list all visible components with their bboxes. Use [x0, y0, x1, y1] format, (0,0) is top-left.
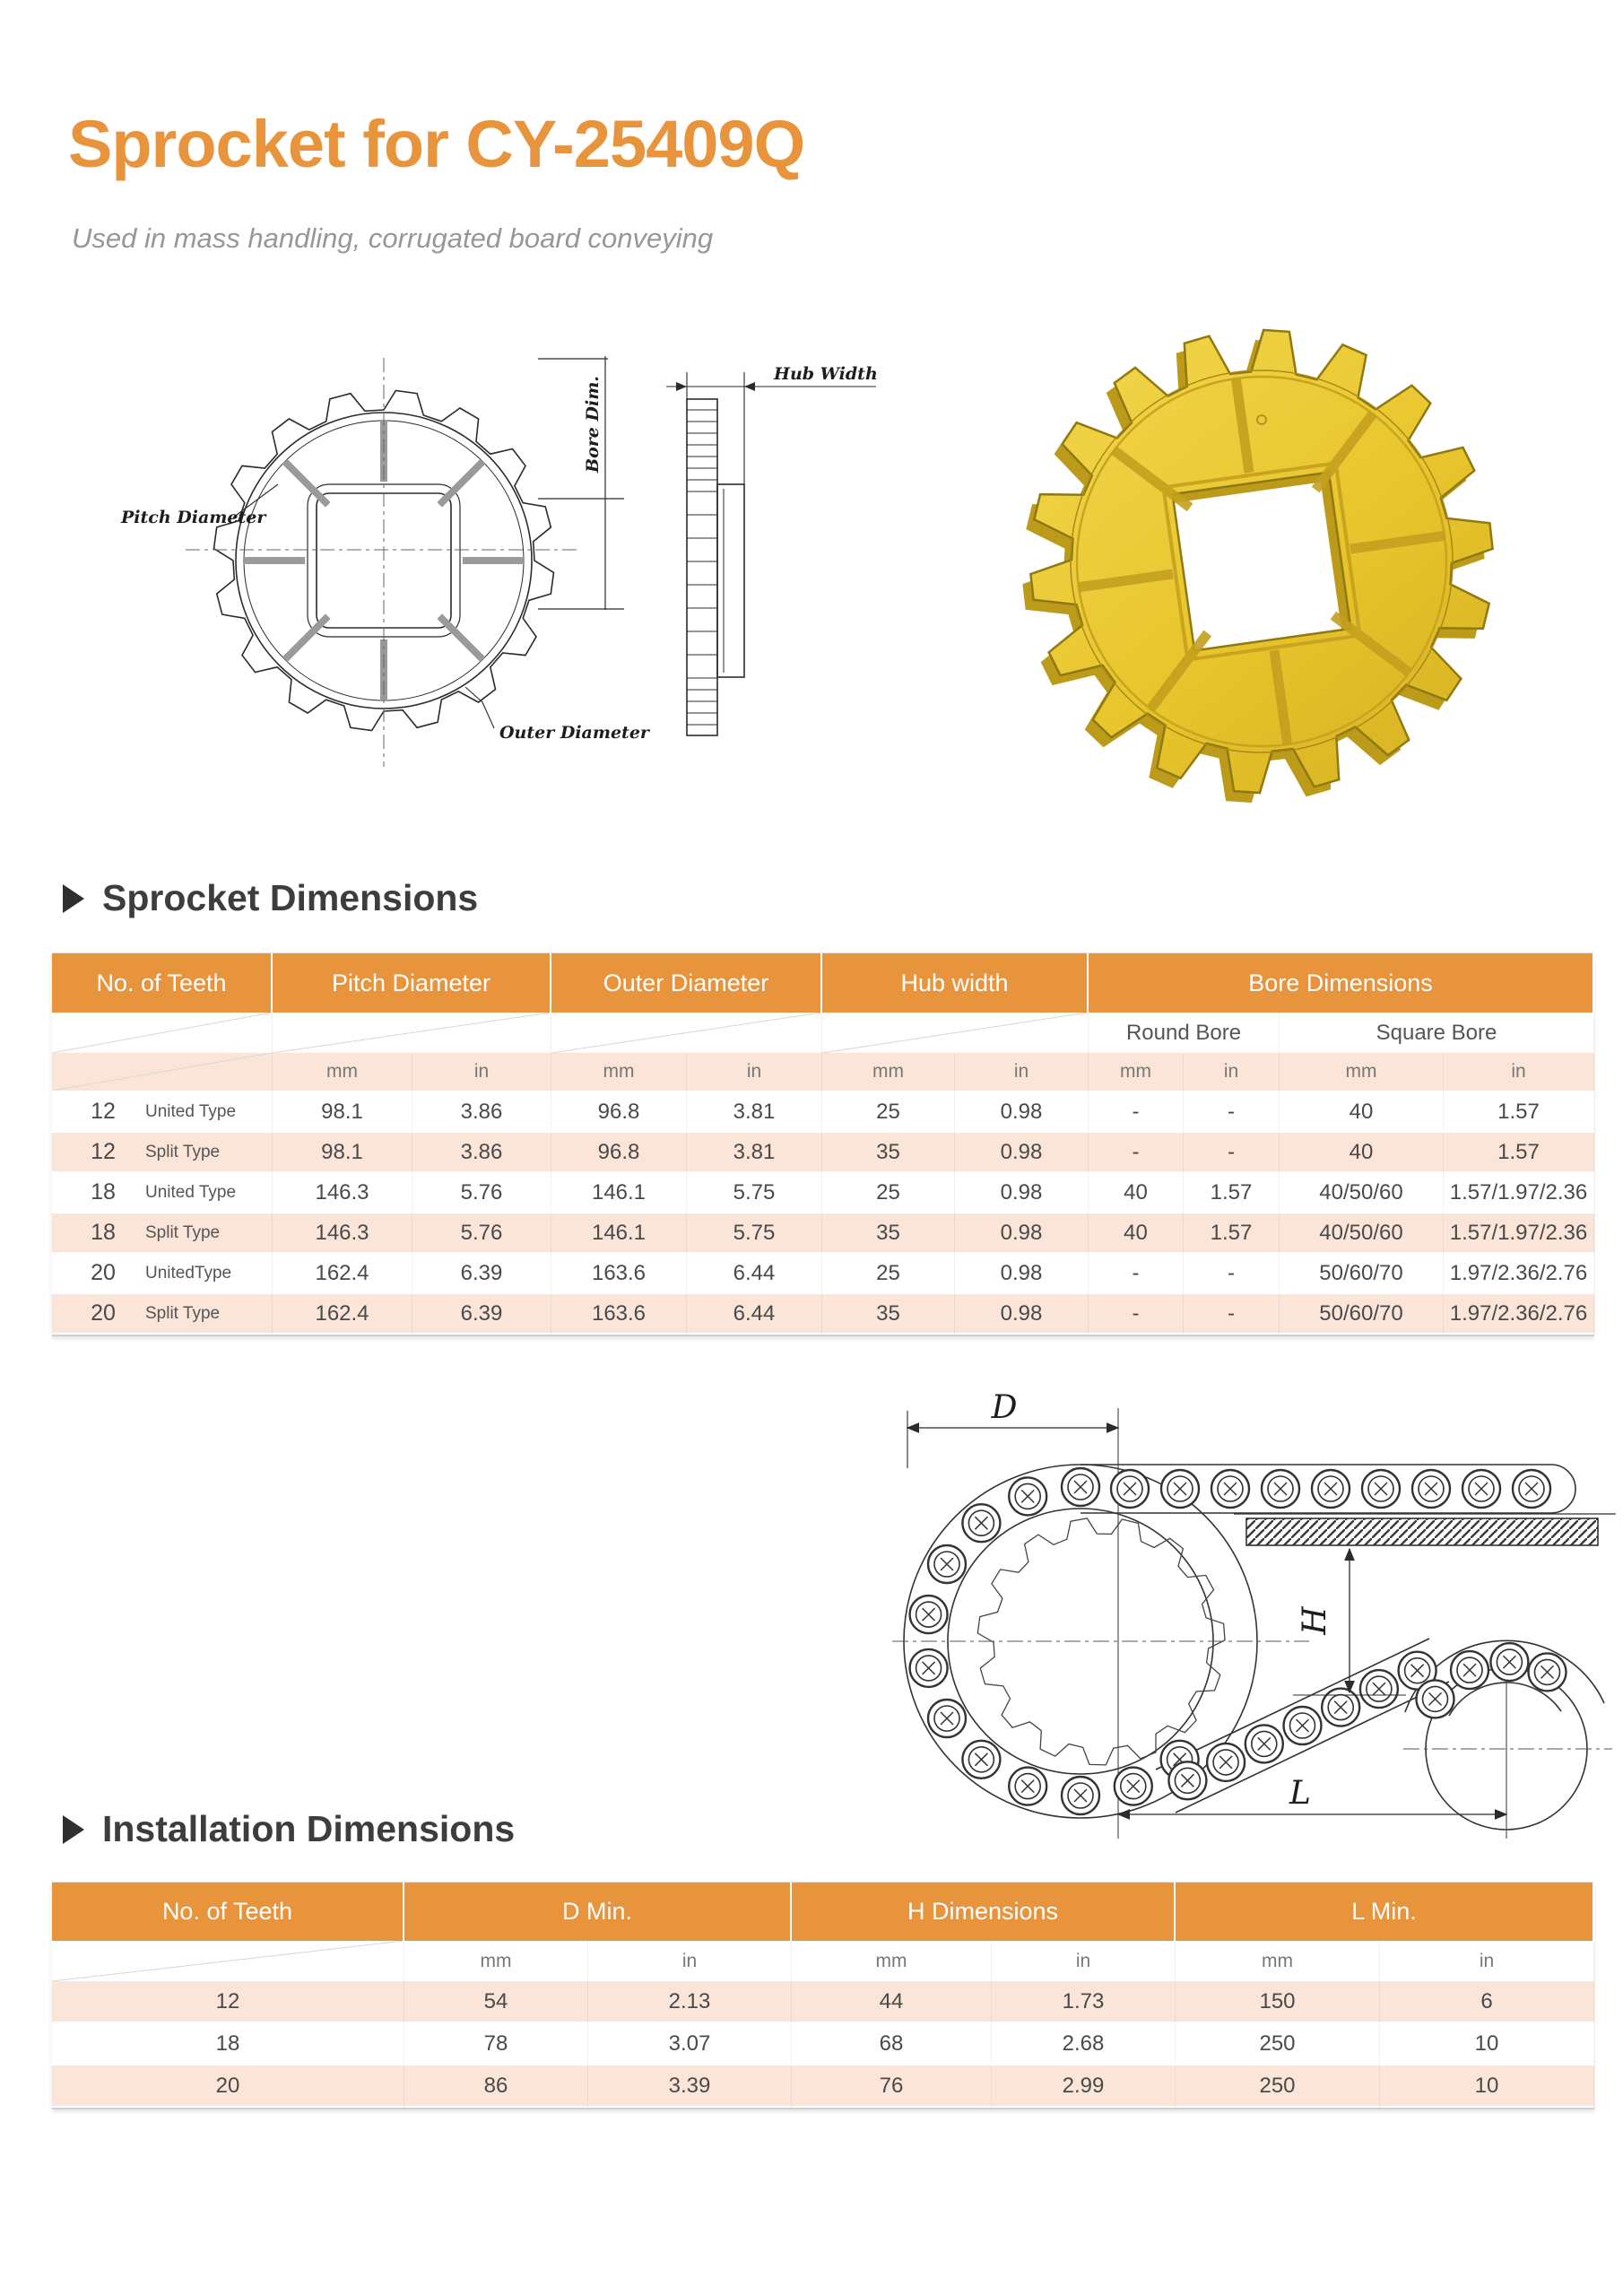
empty-cell: [551, 1013, 822, 1053]
bore-subheader: Square Bore: [1280, 1013, 1594, 1053]
cell: 146.1: [551, 1213, 687, 1254]
teeth-type: UnitedType: [145, 1263, 232, 1283]
unit-label: in: [588, 1941, 792, 1981]
cell: 5.76: [412, 1213, 551, 1254]
cell: 2.13: [588, 1981, 792, 2023]
teeth-count: 18: [91, 1179, 116, 1205]
cell: 18: [52, 2023, 404, 2066]
cell: 5.76: [412, 1173, 551, 1213]
cell: 5.75: [687, 1213, 822, 1254]
cell: 68: [792, 2023, 992, 2066]
cell: 162.4: [273, 1254, 412, 1294]
unit-label: in: [1444, 1053, 1594, 1092]
cell: 1.57: [1184, 1213, 1280, 1254]
cell: -: [1184, 1133, 1280, 1173]
cell: 25: [822, 1173, 955, 1213]
unit-label: in: [687, 1053, 822, 1092]
page-subtitle: Used in mass handling, corrugated board conveying: [72, 222, 714, 254]
col-header: Outer Diameter: [551, 953, 822, 1013]
cell: 98.1: [273, 1133, 412, 1173]
cell: 146.3: [273, 1173, 412, 1213]
cell: 3.86: [412, 1092, 551, 1133]
col-header: H Dimensions: [792, 1883, 1176, 1941]
cell: 146.3: [273, 1213, 412, 1254]
cell: 6.44: [687, 1254, 822, 1294]
cell: -: [1089, 1133, 1184, 1173]
cell: 250: [1176, 2023, 1380, 2066]
cell: 0.98: [955, 1294, 1089, 1335]
table-row-teeth: [52, 1254, 273, 1294]
sprocket-technical-drawing: [85, 345, 892, 848]
section-marker-icon: [63, 884, 84, 913]
section-marker-icon: [63, 1815, 84, 1844]
cell: 0.98: [955, 1254, 1089, 1294]
unit-label: in: [412, 1053, 551, 1092]
cell: 10: [1380, 2066, 1594, 2108]
unit-label: mm: [1176, 1941, 1380, 1981]
empty-cell: [52, 1053, 273, 1092]
pitch-diameter-label: Pitch Diameter: [121, 508, 266, 527]
cell: 96.8: [551, 1133, 687, 1173]
cell: 1.57/1.97/2.36: [1444, 1213, 1594, 1254]
side-view-outline: [687, 399, 744, 735]
table-row-teeth: [52, 1133, 273, 1173]
col-header: D Min.: [404, 1883, 792, 1941]
sprocket-3d-render: [1009, 312, 1515, 814]
unit-label: mm: [404, 1941, 588, 1981]
unit-label: in: [1380, 1941, 1594, 1981]
cell: 6.39: [412, 1294, 551, 1335]
teeth-count: 12: [91, 1139, 116, 1164]
cell: 1.57/1.97/2.36: [1444, 1173, 1594, 1213]
teeth-count: 12: [91, 1099, 116, 1124]
cell: 3.81: [687, 1133, 822, 1173]
cell: 0.98: [955, 1133, 1089, 1173]
cell: 78: [404, 2023, 588, 2066]
unit-label: mm: [1280, 1053, 1444, 1092]
sprocket-dimensions-table: [52, 952, 1594, 1336]
empty-cell: [273, 1013, 551, 1053]
cell: -: [1089, 1092, 1184, 1133]
cell: 35: [822, 1294, 955, 1335]
teeth-type: United Type: [145, 1101, 237, 1121]
cell: 1.73: [992, 1981, 1176, 2023]
col-header: No. of Teeth: [52, 1883, 404, 1941]
table-row-teeth: [52, 1294, 273, 1335]
cell: 2.99: [992, 2066, 1176, 2108]
cell: 25: [822, 1092, 955, 1133]
side-view-teeth: [687, 410, 717, 725]
cell: 6: [1380, 1981, 1594, 2023]
empty-cell: [52, 1013, 273, 1053]
unit-label: mm: [792, 1941, 992, 1981]
col-header: Hub width: [822, 953, 1089, 1013]
cell: 40: [1089, 1213, 1184, 1254]
cell: 40/50/60: [1280, 1213, 1444, 1254]
cell: 162.4: [273, 1294, 412, 1335]
section-installation-dimensions: [63, 1808, 515, 1850]
table-row-teeth: [52, 1213, 273, 1254]
installation-diagram: [879, 1386, 1623, 1857]
cell: -: [1184, 1092, 1280, 1133]
track-bar: [1246, 1518, 1598, 1545]
unit-label: in: [992, 1941, 1176, 1981]
unit-label: in: [955, 1053, 1089, 1092]
gear-body: [1030, 330, 1492, 793]
cell: 146.1: [551, 1173, 687, 1213]
hub-width-label: Hub Width: [774, 364, 878, 384]
col-header: No. of Teeth: [52, 953, 273, 1013]
dimension-h-label: H: [1297, 1606, 1333, 1635]
cell: 3.07: [588, 2023, 792, 2066]
cell: 20: [52, 2066, 404, 2108]
dimension-l-label: L: [1289, 1775, 1311, 1812]
cell: 86: [404, 2066, 588, 2108]
cell: 250: [1176, 2066, 1380, 2108]
unit-label: mm: [551, 1053, 687, 1092]
cell: 6.44: [687, 1294, 822, 1335]
teeth-type: Split Type: [145, 1222, 221, 1242]
dimension-d-label: D: [991, 1389, 1018, 1426]
cell: 12: [52, 1981, 404, 2023]
cell: 1.57: [1184, 1173, 1280, 1213]
unit-label: mm: [1089, 1053, 1184, 1092]
cell: 76: [792, 2066, 992, 2108]
cell: 44: [792, 1981, 992, 2023]
teeth-count: 18: [91, 1220, 116, 1245]
cell: 1.57: [1444, 1133, 1594, 1173]
cell: 0.98: [955, 1173, 1089, 1213]
cell: 1.97/2.36/2.76: [1444, 1294, 1594, 1335]
cell: 96.8: [551, 1092, 687, 1133]
unit-label: in: [1184, 1053, 1280, 1092]
empty-cell: [52, 1941, 404, 1981]
cell: 40: [1280, 1133, 1444, 1173]
cell: 163.6: [551, 1294, 687, 1335]
installation-dimensions-table: [52, 1882, 1594, 2109]
cell: -: [1089, 1294, 1184, 1335]
cell: 0.98: [955, 1213, 1089, 1254]
outer-diameter-label: Outer Diameter: [499, 723, 649, 743]
cell: 35: [822, 1213, 955, 1254]
cell: 6.39: [412, 1254, 551, 1294]
cell: -: [1184, 1294, 1280, 1335]
teeth-count: 20: [91, 1260, 116, 1285]
cell: 2.68: [992, 2023, 1176, 2066]
bore-dim-label: Bore Dim.: [583, 376, 603, 473]
cell: 40: [1089, 1173, 1184, 1213]
table-row-teeth: [52, 1173, 273, 1213]
teeth-type: Split Type: [145, 1303, 221, 1323]
cell: 3.39: [588, 2066, 792, 2108]
cell: 40/50/60: [1280, 1173, 1444, 1213]
cell: 0.98: [955, 1092, 1089, 1133]
col-header: Bore Dimensions: [1089, 953, 1594, 1013]
section-title: Installation Dimensions: [102, 1808, 516, 1849]
cell: 50/60/70: [1280, 1254, 1444, 1294]
cell: 25: [822, 1254, 955, 1294]
cell: 1.57: [1444, 1092, 1594, 1133]
cell: 1.97/2.36/2.76: [1444, 1254, 1594, 1294]
cell: 40: [1280, 1092, 1444, 1133]
empty-cell: [822, 1013, 1089, 1053]
section-title: Sprocket Dimensions: [102, 877, 479, 918]
cell: 3.81: [687, 1092, 822, 1133]
cell: 5.75: [687, 1173, 822, 1213]
col-header: Pitch Diameter: [273, 953, 551, 1013]
unit-label: mm: [822, 1053, 955, 1092]
cell: 10: [1380, 2023, 1594, 2066]
teeth-count: 20: [91, 1300, 116, 1326]
teeth-type: Split Type: [145, 1142, 221, 1161]
col-header: L Min.: [1176, 1883, 1594, 1941]
unit-label: mm: [273, 1053, 412, 1092]
cell: 54: [404, 1981, 588, 2023]
section-sprocket-dimensions: [63, 877, 478, 919]
cell: 3.86: [412, 1133, 551, 1173]
cell: 163.6: [551, 1254, 687, 1294]
cell: -: [1089, 1254, 1184, 1294]
table-row-teeth: [52, 1092, 273, 1133]
cell: 35: [822, 1133, 955, 1173]
cell: 98.1: [273, 1092, 412, 1133]
cell: -: [1184, 1254, 1280, 1294]
bore-subheader: Round Bore: [1089, 1013, 1280, 1053]
teeth-type: United Type: [145, 1182, 237, 1202]
page-title: Sprocket for CY-25409Q: [68, 107, 805, 181]
cell: 150: [1176, 1981, 1380, 2023]
cell: 50/60/70: [1280, 1294, 1444, 1335]
